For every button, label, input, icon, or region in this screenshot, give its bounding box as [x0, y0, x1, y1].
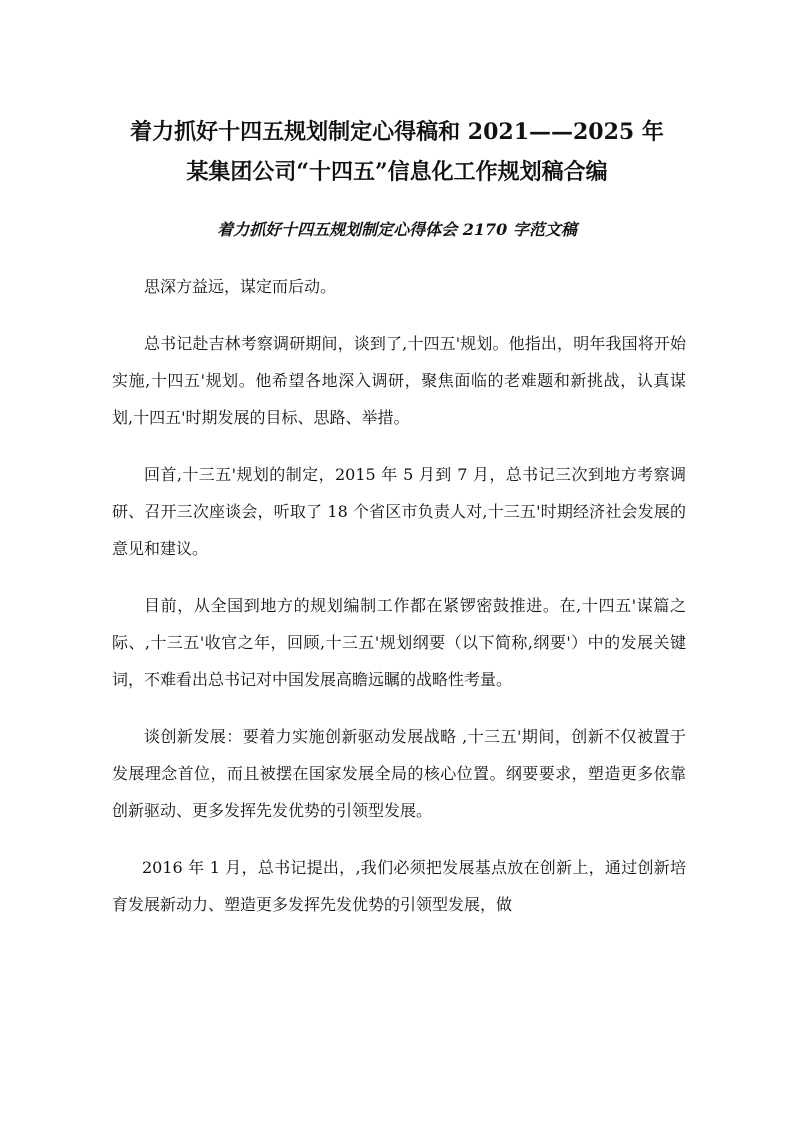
document-title-line-2: 某集团公司“十四五”信息化工作规划稿合编 [186, 159, 608, 185]
paragraph-5: 谈创新发展：要着力实施创新驱动发展战略 ,十三五'期间，创新不仅被置于发展理念首位，而且被摆在国家发展全局的核心位置。纲要要求，塑造更多依靠创新驱动、更多发挥先发优势的引领型发展。 [112, 727, 686, 820]
section-title: 着力抓好十四五规划制定心得体会 2170 字范文稿 [217, 220, 577, 239]
paragraph-1: 思深方益远，谋定而后动。 [144, 277, 337, 296]
paragraph-3: 回首,十三五'规划的制定，2015 年 5 月到 7 月，总书记三次到地方考察调研、召开三次座谈会，听取了 18 个省区市负责人对,十三五'时期经济社会发展的意见和建议。 [112, 465, 686, 558]
paragraph-6: 2016 年 1 月，总书记提出，,我们必须把发展基点放在创新上，通过创新培育发展新动力、塑造更多发挥先发优势的引领型发展，做 [112, 858, 686, 914]
paragraph-2: 总书记赴吉林考察调研期间，谈到了,十四五'规划。他指出，明年我国将开始实施,十四五'规划。他希望各地深入调研，聚焦面临的老难题和新挑战，认真谋划,十四五'时期发展的目标、思路、举措。 [112, 334, 686, 427]
document-title [80, 112, 714, 192]
document-title-line-1: 着力抓好十四五规划制定心得稿和 2021——2025 年 [130, 119, 664, 145]
document-body [112, 268, 686, 943]
paragraph-4: 目前，从全国到地方的规划编制工作都在紧锣密鼓推进。在,十四五'谋篇之际、,十三五'收官之年，回顾,十三五'规划纲要（以下简称,纲要'）中的发展关键词，不难看出总书记对中国发展高瞻远瞩的战略性考量。 [112, 596, 686, 689]
